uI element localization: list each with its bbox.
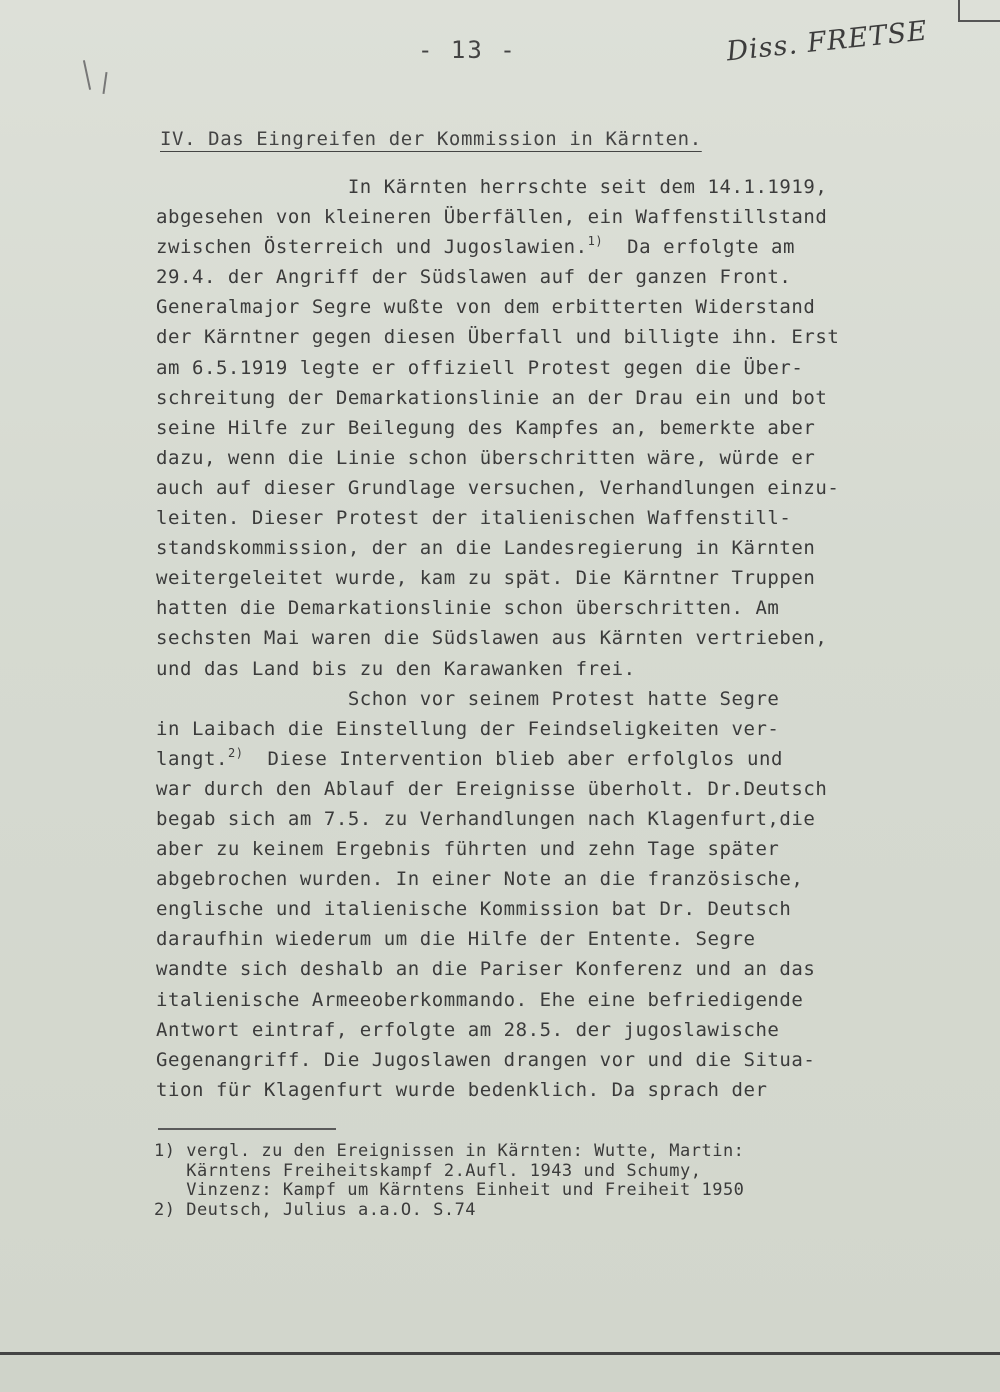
line-text: langt. [156, 747, 228, 770]
text-line [156, 714, 896, 744]
line-text: seine Hilfe zur Beilegung des Kampfes an, bemerkte aber [156, 416, 816, 439]
line-text: Antwort eintraf, erfolgte am 28.5. der jugoslawische [156, 1018, 780, 1041]
text-line [156, 774, 896, 804]
line-text: Generalmajor Segre wußte von dem erbitterten Widerstand [156, 296, 816, 319]
text-line [156, 473, 896, 503]
text-line [156, 593, 896, 623]
line-text: italienische Armeeoberkommando. Ehe eine befriedigende [156, 988, 804, 1011]
line-text-continued: Diese Intervention blieb aber erfolglos und [243, 747, 784, 770]
footnotes [154, 1142, 914, 1220]
footnote-divider [158, 1128, 336, 1130]
text-line [156, 1045, 896, 1075]
text-line [156, 383, 896, 413]
text-line [156, 262, 896, 292]
line-text: tion für Klagenfurt wurde bedenklich. Da sprach der [156, 1078, 768, 1101]
text-line [156, 1075, 896, 1105]
line-text: sechsten Mai waren die Südslawen aus Kärnten vertrieben, [156, 627, 828, 650]
line-text: aber zu keinem Ergebnis führten und zehn Tage später [156, 838, 780, 861]
footnote-line: Vinzenz: Kampf um Kärntens Einheit und Freiheit 1950 [154, 1180, 745, 1200]
line-text: Schon vor seinem Protest hatte Segre [156, 687, 780, 710]
line-text: 29.4. der Angriff der Südslawen auf der ganzen Front. [156, 266, 792, 289]
line-text: abgesehen von kleineren Überfällen, ein Waffenstillstand [156, 206, 828, 229]
text-line [156, 654, 896, 684]
page-number: - 13 - [418, 36, 517, 64]
text-line [156, 894, 896, 924]
line-text: zwischen Österreich und Jugoslawien. [156, 236, 588, 259]
line-text: und das Land bis zu den Karawanken frei. [156, 657, 636, 680]
text-line [156, 924, 896, 954]
line-text: dazu, wenn die Linie schon überschritten wäre, würde er [156, 446, 816, 469]
line-text: abgebrochen wurden. In einer Note an die französische, [156, 868, 804, 891]
line-text: am 6.5.1919 legte er offiziell Protest gegen die Über- [156, 356, 804, 379]
handwritten-note: Diss. FRETSE [724, 15, 930, 68]
text-line [156, 172, 896, 202]
corner-mark [958, 0, 1000, 22]
footnote-line: 2) Deutsch, Julius a.a.O. S.74 [154, 1199, 477, 1220]
text-line [156, 1015, 896, 1045]
text-line [156, 954, 896, 984]
text-line [156, 985, 896, 1015]
text-line [156, 322, 896, 352]
line-text: daraufhin wiederum um die Hilfe der Entente. Segre [156, 928, 756, 951]
footnote-line: Kärntens Freiheitskampf 2.Aufl. 1943 und Schumy, [154, 1160, 702, 1181]
line-text: leiten. Dieser Protest der italienischen Waffenstill- [156, 507, 792, 530]
line-text: auch auf dieser Grundlage versuchen, Verhandlungen einzu- [156, 476, 840, 499]
line-text: Gegenangriff. Die Jugoslawen drangen vor und die Situa- [156, 1048, 816, 1071]
text-line [156, 413, 896, 443]
line-text: in Laibach die Einstellung der Feindseligkeiten ver- [156, 717, 780, 740]
text-line [156, 563, 896, 593]
line-text: begab sich am 7.5. zu Verhandlungen nach Klagenfurt,die [156, 807, 816, 830]
text-line [156, 443, 896, 473]
line-text: wandte sich deshalb an die Pariser Konferenz und an das [156, 958, 816, 981]
text-line [156, 834, 896, 864]
margin-mark [102, 72, 107, 94]
line-text: weitergeleitet wurde, kam zu spät. Die Kärntner Truppen [156, 567, 816, 590]
text-line [156, 744, 896, 774]
margin-mark [83, 60, 91, 90]
footnote-line: 1) vergl. zu den Ereignissen in Kärnten: Wutte, Martin: [154, 1141, 745, 1161]
text-line [156, 533, 896, 563]
text-line [156, 353, 896, 383]
line-text: war durch den Ablauf der Ereignisse überholt. Dr.Deutsch [156, 777, 828, 800]
body-text [156, 172, 896, 1105]
scan-margin [0, 1355, 1000, 1392]
text-line [156, 684, 896, 714]
text-line [156, 864, 896, 894]
line-text: In Kärnten herrschte seit dem 14.1.1919, [156, 176, 828, 198]
line-text: hatten die Demarkationslinie schon überschritten. Am [156, 597, 780, 620]
footnote-reference: 1) [587, 234, 604, 249]
line-text: englische und italienische Kommission bat Dr. Deutsch [156, 898, 792, 921]
section-heading: IV. Das Eingreifen der Kommission in Kärnten. [160, 128, 702, 150]
line-text-continued: Da erfolgte am [603, 236, 795, 259]
text-line [156, 292, 896, 322]
text-line [156, 623, 896, 653]
line-text: der Kärntner gegen diesen Überfall und billigte ihn. Erst [156, 326, 840, 349]
footnote-reference: 2) [227, 745, 244, 760]
line-text: schreitung der Demarkationslinie an der Drau ein und bot [156, 386, 828, 409]
text-line [156, 804, 896, 834]
text-line [156, 503, 896, 533]
text-line [156, 232, 896, 262]
line-text: standskommission, der an die Landesregierung in Kärnten [156, 537, 816, 560]
text-line [156, 202, 896, 232]
